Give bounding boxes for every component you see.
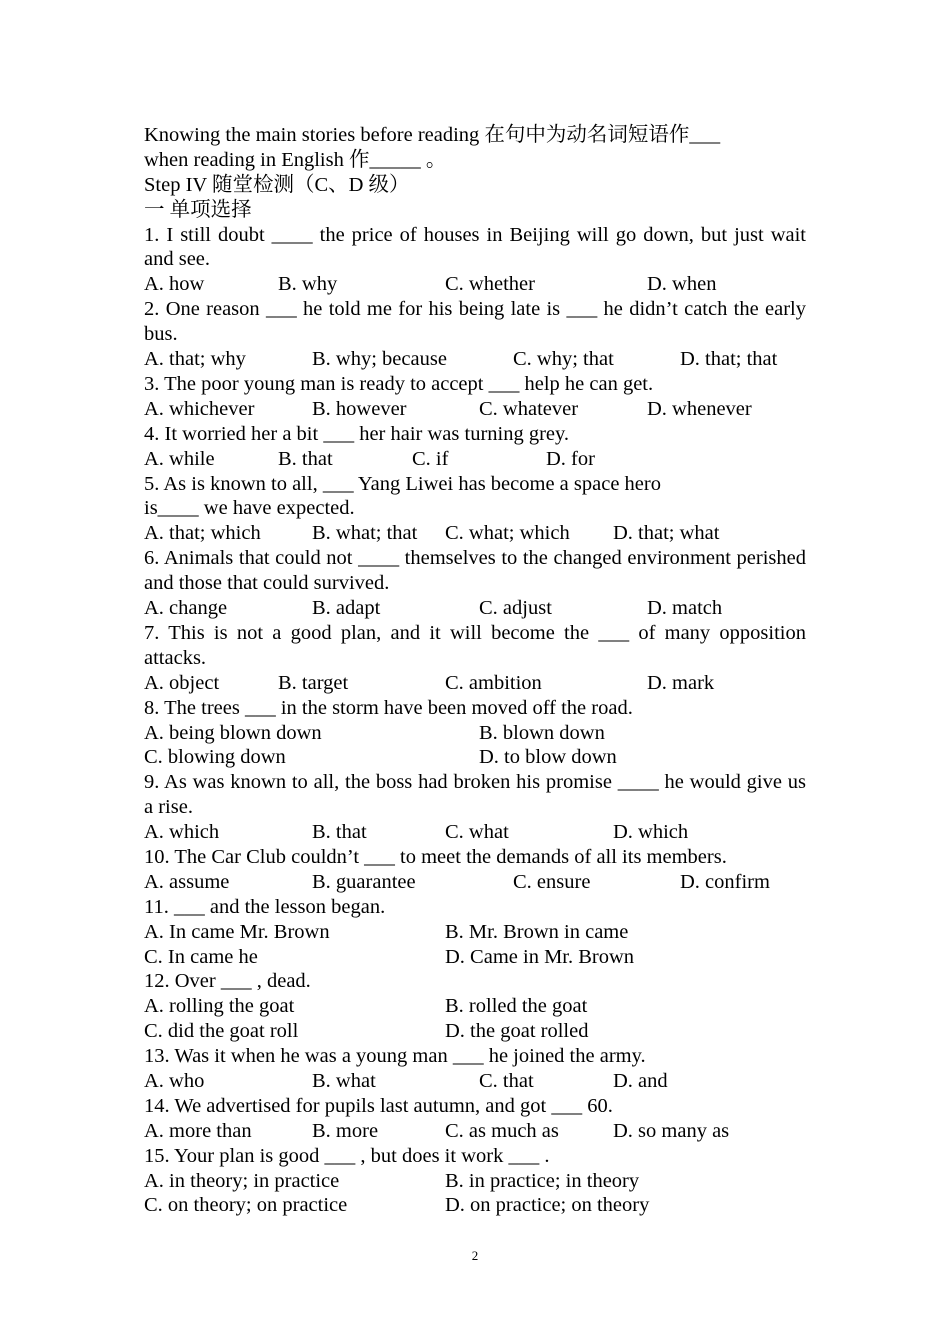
option-c: C. did the goat roll: [144, 1020, 299, 1043]
question-stem-line: 5. As is known to all, ___ Yang Liwei has become a space hero: [144, 472, 661, 495]
question-stem: 3. The poor young man is ready to accept ___ help he can get.: [144, 372, 654, 395]
option-c: C. adjust: [479, 597, 552, 620]
option-a: A. that; which: [144, 522, 261, 545]
option-b: B. what; that: [312, 522, 418, 545]
option-a: A. in theory; in practice: [144, 1169, 340, 1192]
option-b: B. why; because: [312, 348, 447, 371]
option-row: [144, 820, 806, 845]
option-c: C. In came he: [144, 945, 258, 968]
option-b: B. blown down: [479, 721, 605, 744]
option-c: C. that: [479, 1070, 534, 1092]
question-stem-line: is____ we have expected.: [144, 497, 355, 520]
option-row: [144, 721, 806, 746]
option-row: [144, 1193, 806, 1218]
option-row: [144, 347, 806, 372]
option-d: D. confirm: [680, 870, 770, 893]
page-number: 2: [471, 1248, 479, 1263]
option-row: [144, 521, 806, 546]
option-row: [144, 945, 806, 970]
option-b: B. Mr. Brown in came: [445, 920, 629, 943]
option-b: B. more: [312, 1119, 379, 1142]
option-a: A. who: [144, 1070, 205, 1092]
option-c: C. what; which: [445, 522, 570, 545]
option-a: A. being blown down: [144, 721, 322, 744]
section-heading: 一 单项选择: [144, 198, 252, 221]
option-d: D. which: [613, 821, 689, 844]
option-c: C. why; that: [513, 348, 614, 371]
option-row: [144, 272, 806, 297]
step-heading: Step IV 随堂检测（C、D 级）: [144, 173, 410, 196]
option-d: D. the goat rolled: [445, 1020, 589, 1043]
option-b: B. that: [278, 447, 333, 470]
question-stem: 6. Animals that could not ____ themselves to the changed environment perished and those that could survived.: [144, 547, 806, 595]
intro-line-1: Knowing the main stories before reading 在句中为动名词短语作___: [144, 124, 721, 146]
option-a: A. assume: [144, 870, 230, 893]
question-stem: 4. It worried her a bit ___ her hair was turning grey.: [144, 422, 570, 445]
question-stem: 1. I still doubt ____ the price of houses in Beijing will go down, but just wait and see.: [144, 223, 806, 271]
option-a: A. how: [144, 273, 205, 296]
option-d: D. to blow down: [479, 746, 617, 769]
option-c: C. whether: [445, 273, 535, 296]
option-row: [144, 447, 806, 472]
option-b: B. what: [312, 1070, 376, 1092]
option-a: A. change: [144, 597, 228, 620]
option-b: B. guarantee: [312, 870, 416, 893]
option-c: C. ensure: [513, 870, 591, 893]
question-stem: 14. We advertised for pupils last autumn, and got ___ 60.: [144, 1094, 613, 1117]
option-c: C. if: [412, 447, 449, 470]
option-c: C. whatever: [479, 397, 579, 420]
option-d: D. whenever: [647, 397, 752, 420]
option-row: [144, 1069, 806, 1094]
option-b: B. target: [278, 671, 349, 694]
option-d: D. that; that: [680, 348, 778, 371]
option-b: B. however: [312, 397, 407, 420]
option-row: [144, 920, 806, 945]
option-b: B. that: [312, 821, 367, 844]
option-d: D. when: [647, 273, 717, 296]
option-b: B. in practice; in theory: [445, 1169, 640, 1192]
option-d: D. match: [647, 597, 723, 620]
option-c: C. what: [445, 821, 509, 844]
option-d: D. Came in Mr. Brown: [445, 945, 635, 968]
question-stem: 15. Your plan is good ___ , but does it work ___ .: [144, 1144, 550, 1167]
option-b: B. rolled the goat: [445, 995, 588, 1018]
option-c: C. on theory; on practice: [144, 1194, 348, 1217]
option-d: D. so many as: [613, 1119, 730, 1142]
question-stem: 9. As was known to all, the boss had broken his promise ____ he would give us a rise.: [144, 771, 806, 819]
option-d: D. for: [546, 447, 595, 470]
option-b: B. adapt: [312, 597, 381, 620]
question-stem: 2. One reason ___ he told me for his being late is ___ he didn’t catch the early bus.: [144, 298, 806, 346]
question-stem: 11. ___ and the lesson began.: [144, 895, 386, 918]
question-stem: 12. Over ___ , dead.: [144, 970, 311, 993]
option-d: D. mark: [647, 671, 715, 694]
option-d: D. on practice; on theory: [445, 1194, 650, 1217]
option-row: [144, 870, 806, 895]
option-a: A. more than: [144, 1119, 252, 1142]
option-d: D. and: [613, 1070, 668, 1092]
question-stem: 10. The Car Club couldn’t ___ to meet the demands of all its members.: [144, 845, 727, 868]
option-row: [144, 671, 806, 696]
document-body: [144, 123, 806, 1218]
question-stem: 13. Was it when he was a young man ___ he joined the army.: [144, 1045, 646, 1068]
option-row: [144, 397, 806, 422]
option-a: A. rolling the goat: [144, 995, 295, 1018]
option-row: [144, 994, 806, 1019]
intro-line-2: when reading in English 作_____ 。: [144, 148, 447, 171]
option-row: [144, 1119, 806, 1144]
option-a: A. which: [144, 821, 220, 844]
option-c: C. as much as: [445, 1119, 559, 1142]
option-a: A. object: [144, 671, 220, 694]
option-c: C. ambition: [445, 671, 542, 694]
option-a: A. while: [144, 447, 215, 470]
option-row: [144, 1169, 806, 1194]
option-row: [144, 1019, 806, 1044]
option-b: B. why: [278, 273, 338, 296]
option-d: D. that; what: [613, 522, 720, 545]
option-a: A. that; why: [144, 348, 246, 371]
question-stem: 8. The trees ___ in the storm have been moved off the road.: [144, 696, 633, 719]
option-a: A. whichever: [144, 397, 255, 420]
option-c: C. blowing down: [144, 746, 286, 769]
option-row: [144, 745, 806, 770]
option-row: [144, 596, 806, 621]
option-a: A. In came Mr. Brown: [144, 920, 330, 943]
question-stem: 7. This is not a good plan, and it will become the ___ of many opposition attacks.: [144, 621, 806, 669]
